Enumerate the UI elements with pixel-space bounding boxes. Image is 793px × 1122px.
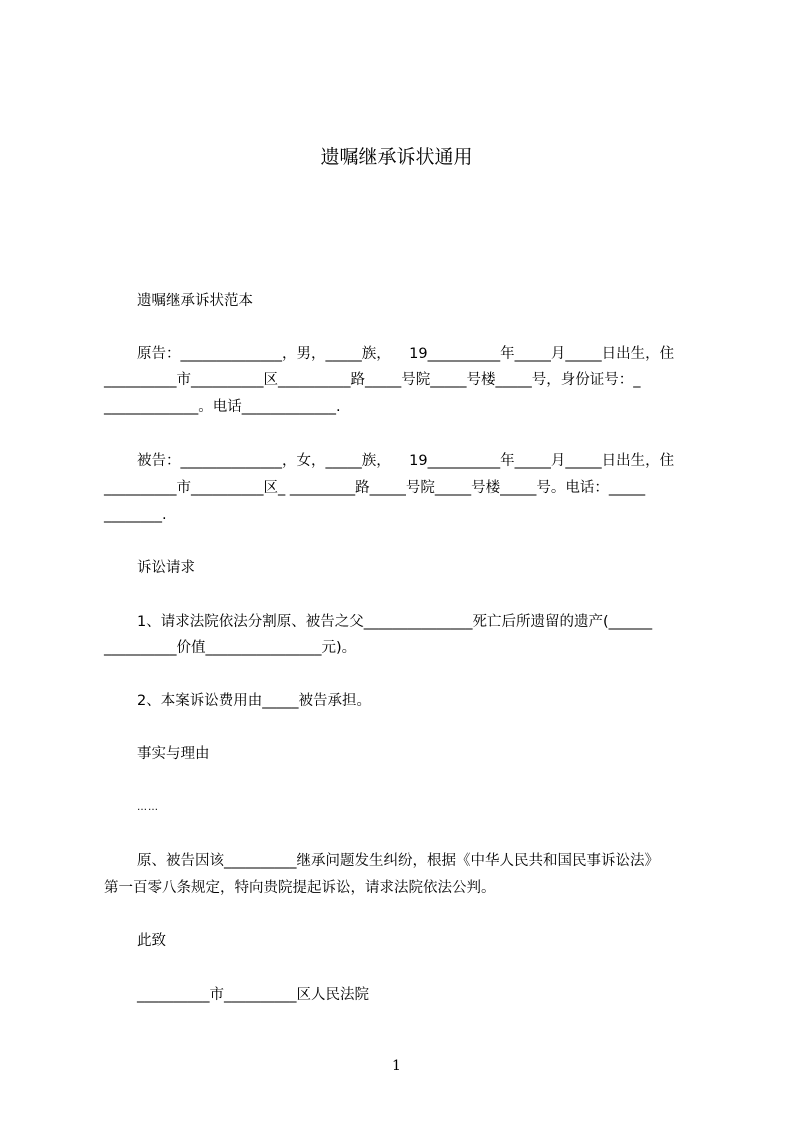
claim-1-line-2: __________价值________________元)。 bbox=[104, 640, 357, 656]
document-title: 遗嘱继承诉状通用 bbox=[320, 146, 473, 168]
court-name: __________市__________区人民法院 bbox=[137, 987, 369, 1003]
ellipsis: …… bbox=[137, 802, 159, 813]
facts-heading: 事实与理由 bbox=[137, 746, 210, 762]
plaintiff-line-1: 原告：______________，男，_____族， 19__________年_____月_____日出生，住 bbox=[137, 346, 675, 362]
subtitle: 遗嘱继承诉状范本 bbox=[137, 293, 253, 309]
page-number: 1 bbox=[392, 1058, 401, 1074]
defendant-line-1: 被告：______________，女，_____族， 19__________年_____月_____日出生，住 bbox=[137, 453, 675, 469]
defendant-line-2: __________市__________区_ _________路_____号院_____号楼_____号。电话：_____ bbox=[104, 480, 646, 496]
defendant-line-3: ________. bbox=[104, 507, 167, 523]
plaintiff-line-3: _____________。电话_____________. bbox=[104, 399, 341, 415]
facts-body-line-2: 第一百零八条规定，特向贵院提起诉讼，请求法院依法公判。 bbox=[104, 880, 496, 896]
claim-1-line-1: 1、请求法院依法分割原、被告之父_______________死亡后所遗留的遗产(______ bbox=[137, 614, 653, 630]
plaintiff-line-2: __________市__________区__________路_____号院_____号楼_____号，身份证号：_ bbox=[104, 372, 641, 388]
salutation: 此致 bbox=[137, 933, 166, 949]
claims-heading: 诉讼请求 bbox=[137, 560, 195, 576]
facts-body-line-1: 原、被告因该__________继承问题发生纠纷，根据《中华人民共和国民事诉讼法》 bbox=[137, 853, 659, 869]
claim-2: 2、本案诉讼费用由_____被告承担。 bbox=[137, 693, 371, 709]
